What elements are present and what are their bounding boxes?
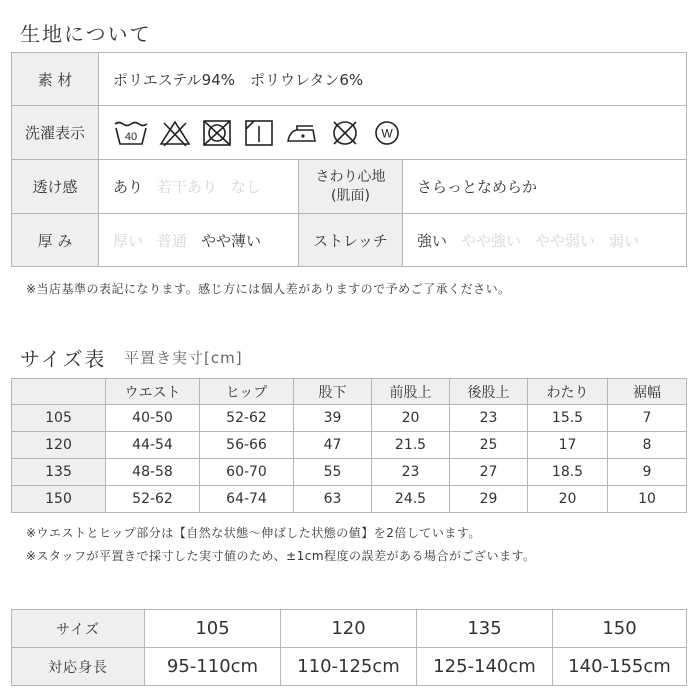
fit-size-value: 105 — [145, 610, 281, 648]
size-table-cell: 7 — [608, 405, 687, 432]
care-label: 洗濯表示 — [12, 106, 99, 160]
fit-height-label: 対応身長 — [12, 648, 145, 686]
line-dry-shade-icon — [243, 119, 275, 147]
stretch-options — [403, 214, 687, 267]
size-table-row — [12, 486, 687, 513]
size-table-row — [12, 432, 687, 459]
size-header-cell: わたり — [528, 379, 608, 405]
wet-clean-letter: W — [381, 126, 393, 140]
size-table-cell: 63 — [294, 486, 372, 513]
fit-height-value: 110-125cm — [281, 648, 417, 686]
size-row-label: 120 — [12, 432, 106, 459]
size-table-cell: 64-74 — [200, 486, 294, 513]
texture-label-line1: さわり心地 — [315, 168, 386, 185]
size-header-cell: 前股上 — [372, 379, 450, 405]
stretch-option: やや弱い — [535, 231, 596, 250]
size-table-cell: 15.5 — [528, 405, 608, 432]
size-table-cell: 48-58 — [106, 459, 200, 486]
fit-size-label: サイズ — [12, 610, 145, 648]
thickness-row — [12, 214, 687, 267]
size-table-cell: 60-70 — [200, 459, 294, 486]
fit-size-value: 135 — [417, 610, 553, 648]
fit-size-value: 120 — [281, 610, 417, 648]
material-value: ポリエステル94% ポリウレタン6% — [99, 53, 687, 106]
size-row-label: 150 — [12, 486, 106, 513]
size-note-2: ※スタッフが平置きで採寸した実寸値のため、±1cm程度の誤差がある場合がございます。 — [26, 549, 536, 563]
size-row-label: 135 — [12, 459, 106, 486]
size-header-cell: 後股上 — [450, 379, 528, 405]
size-table-cell: 52-62 — [200, 405, 294, 432]
sheer-label: 透け感 — [12, 160, 99, 214]
sheer-options — [99, 160, 299, 214]
fabric-note: ※当店基準の表記になります。感じ方には個人差がありますので予めご了承ください。 — [26, 282, 511, 296]
stretch-option: 弱い — [609, 231, 640, 250]
thickness-options — [99, 214, 299, 267]
size-header-cell: ヒップ — [200, 379, 294, 405]
fit-size-row — [12, 610, 687, 648]
size-table-cell: 29 — [450, 486, 528, 513]
size-table-cell: 23 — [450, 405, 528, 432]
wash-temp-text: 40 — [124, 130, 138, 143]
sheer-option: あり — [113, 178, 144, 196]
material-row — [12, 53, 687, 106]
size-table-cell: 23 — [372, 459, 450, 486]
thickness-option: 普通 — [157, 231, 188, 250]
thickness-option: やや薄い — [201, 231, 262, 250]
stretch-option: やや強い — [461, 231, 522, 250]
size-section-subtitle: 平置き実寸[cm] — [124, 349, 243, 367]
size-table-cell: 8 — [608, 432, 687, 459]
thickness-label: 厚 み — [12, 214, 99, 267]
size-header-cell: ウエスト — [106, 379, 200, 405]
fit-table — [11, 609, 687, 686]
care-row — [12, 106, 687, 160]
size-table-row — [12, 459, 687, 486]
size-note-1: ※ウエストとヒップ部分は【自然な状態～伸ばした状態の値】を2倍しています。 — [26, 526, 481, 540]
fit-height-value: 140-155cm — [553, 648, 687, 686]
wash-40-icon — [113, 119, 149, 147]
size-table-cell: 39 — [294, 405, 372, 432]
iron-low-icon — [285, 119, 319, 147]
fit-height-value: 125-140cm — [417, 648, 553, 686]
size-table-row — [12, 405, 687, 432]
size-header-cell: 股下 — [294, 379, 372, 405]
fabric-section-title: 生地について — [20, 22, 152, 46]
size-row-label: 105 — [12, 405, 106, 432]
no-bleach-icon — [159, 119, 191, 147]
size-table-cell: 21.5 — [372, 432, 450, 459]
size-table-cell: 27 — [450, 459, 528, 486]
size-header-cell — [12, 379, 106, 405]
size-table-cell: 10 — [608, 486, 687, 513]
texture-label — [299, 160, 403, 214]
size-table-cell: 24.5 — [372, 486, 450, 513]
fit-height-value: 95-110cm — [145, 648, 281, 686]
size-table-cell: 9 — [608, 459, 687, 486]
size-table-cell: 55 — [294, 459, 372, 486]
size-table-cell: 40-50 — [106, 405, 200, 432]
care-icons-cell — [99, 106, 687, 160]
sheer-option: 若干あり — [157, 178, 218, 196]
sheer-option: なし — [231, 178, 262, 196]
size-header-cell: 裾幅 — [608, 379, 687, 405]
texture-value: さらっとなめらか — [403, 160, 687, 214]
size-table-cell: 18.5 — [528, 459, 608, 486]
size-table-cell: 25 — [450, 432, 528, 459]
size-table-cell: 17 — [528, 432, 608, 459]
material-label: 素 材 — [12, 53, 99, 106]
size-section-title: サイズ表 — [20, 347, 107, 371]
size-table-cell: 56-66 — [200, 432, 294, 459]
size-table-header — [12, 379, 687, 405]
size-table-cell: 20 — [372, 405, 450, 432]
size-table — [11, 378, 687, 513]
wet-clean-icon — [371, 119, 403, 147]
size-table-cell: 20 — [528, 486, 608, 513]
no-tumble-dry-icon — [201, 119, 233, 147]
size-table-cell: 44-54 — [106, 432, 200, 459]
texture-label-line2: (肌面) — [331, 187, 370, 204]
thickness-option: 厚い — [113, 231, 144, 250]
no-dry-clean-icon — [329, 119, 361, 147]
fabric-table — [11, 52, 687, 267]
sheer-row — [12, 160, 687, 214]
fit-height-row — [12, 648, 687, 686]
fit-size-value: 150 — [553, 610, 687, 648]
size-table-cell: 52-62 — [106, 486, 200, 513]
stretch-option: 強い — [417, 231, 448, 250]
stretch-label: ストレッチ — [299, 214, 403, 267]
size-table-cell: 47 — [294, 432, 372, 459]
